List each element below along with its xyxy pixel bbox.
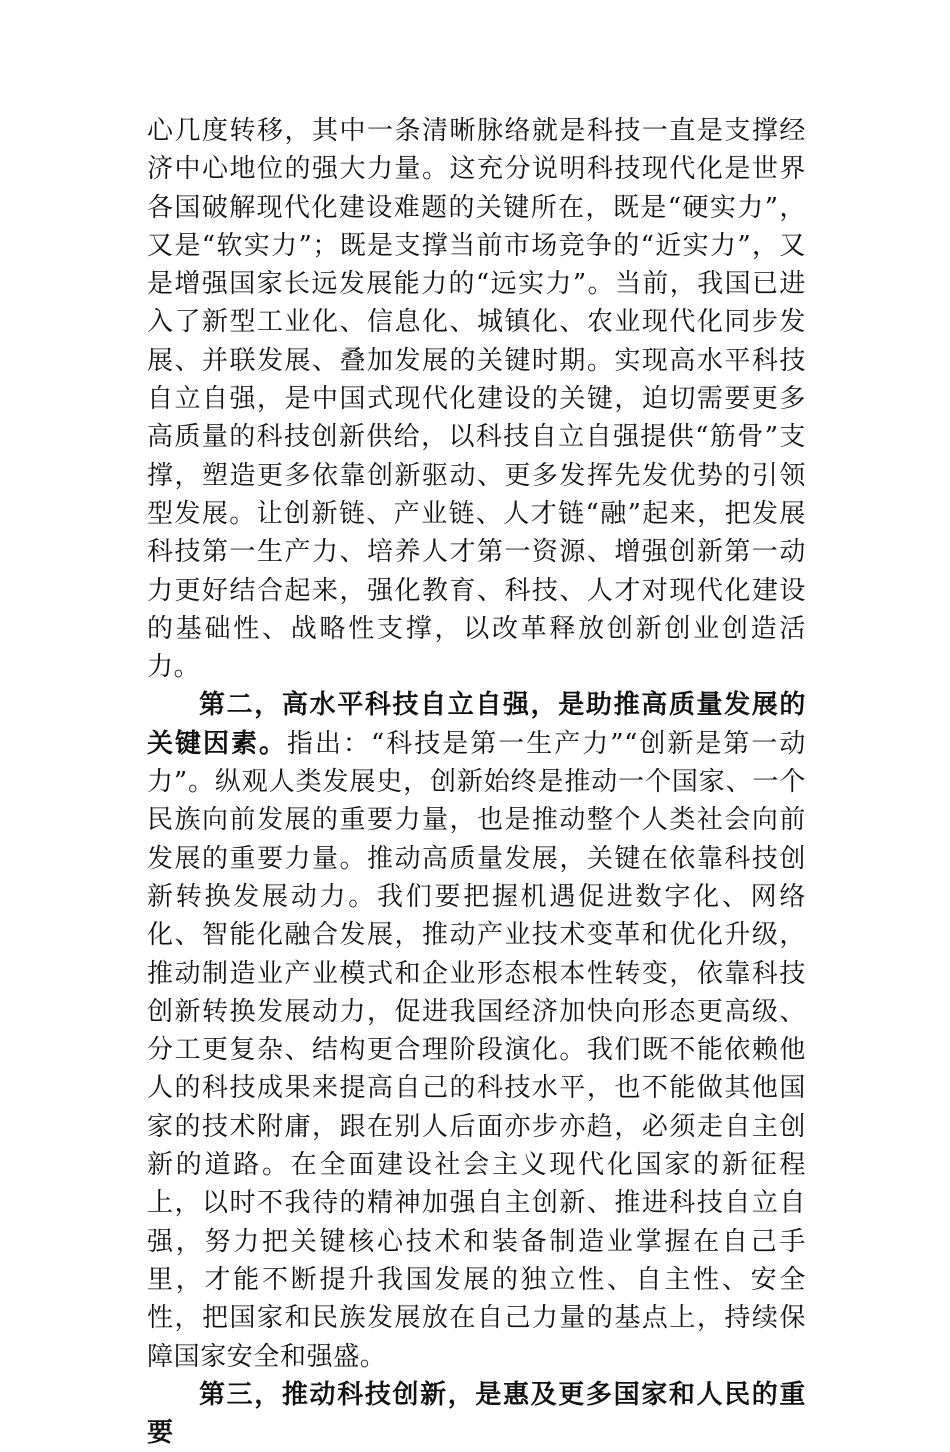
paragraph-1: 心几度转移，其中一条清晰脉络就是科技一直是支撑经济中心地位的强大力量。这充分说明科技现代化是世界各国破解现代化建设难题的关键所在，既是“硬实力”，又是“软实力”；既是支撑当前市场竞争的“近实力”，又是增强国家长远发展能力的“远实力”。当前，我国已进入了新型工业化、信息化、城镇化、农业现代化同步发展、并联发展、叠加发展的关键时期。实现高水平科技自立自强，是中国式现代化建设的关键，迫切需要更多高质量的科技创新供给，以科技自立自强提供“筋骨”支撑，塑造更多依靠创新驱动、更多发挥先发优势的引领型发展。让创新链、产业链、人才链“融”起来，把发展科技第一生产力、培养人才第一资源、增强创新第一动力更好结合起来，强化教育、科技、人才对现代化建设的基础性、战略性支撑，以改革释放创新创业创造活力。 <box>147 116 806 683</box>
paragraph-3 <box>147 1376 806 1452</box>
paragraph-2 <box>147 686 806 1375</box>
paragraph-3-heading: 第三，推动科技创新，是惠及更多国家和人民的重要 <box>147 1379 806 1449</box>
paragraph-2-heading: 第二，高水平科技自立自强，是助推高质量发展的关键因素。 <box>147 690 806 759</box>
paragraph-2-body: 指出：“科技是第一生产力”“创新是第一动力”。纵观人类发展史，创新始终是推动一个国家、一个民族向前发展的重要力量，也是推动整个人类社会向前发展的重要力量。推动高质量发展，关键在依靠科技创新转换发展动力。我们要把握机遇促进数字化、网络化、智能化融合发展，推动产业技术变革和优化升级，推动制造业产业模式和企业形态根本性转变，依靠科技创新转换发展动力，促进我国经济加快向形态更高级、分工更复杂、结构更合理阶段演化。我们既不能依赖他人的科技成果来提高自己的科技水平，也不能做其他国家的技术附庸，跟在别人后面亦步亦趋，必须走自主创新的道路。在全面建设社会主义现代化国家的新征程上，以时不我待的精神加强自主创新、推进科技自立自强，努力把关键核心技术和装备制造业掌握在自己手里，才能不断提升我国发展的独立性、自主性、安全性，把国家和民族发展放在自己力量的基点上，持续保障国家安全和强盛。 <box>147 728 806 1372</box>
document-body <box>147 112 806 1452</box>
